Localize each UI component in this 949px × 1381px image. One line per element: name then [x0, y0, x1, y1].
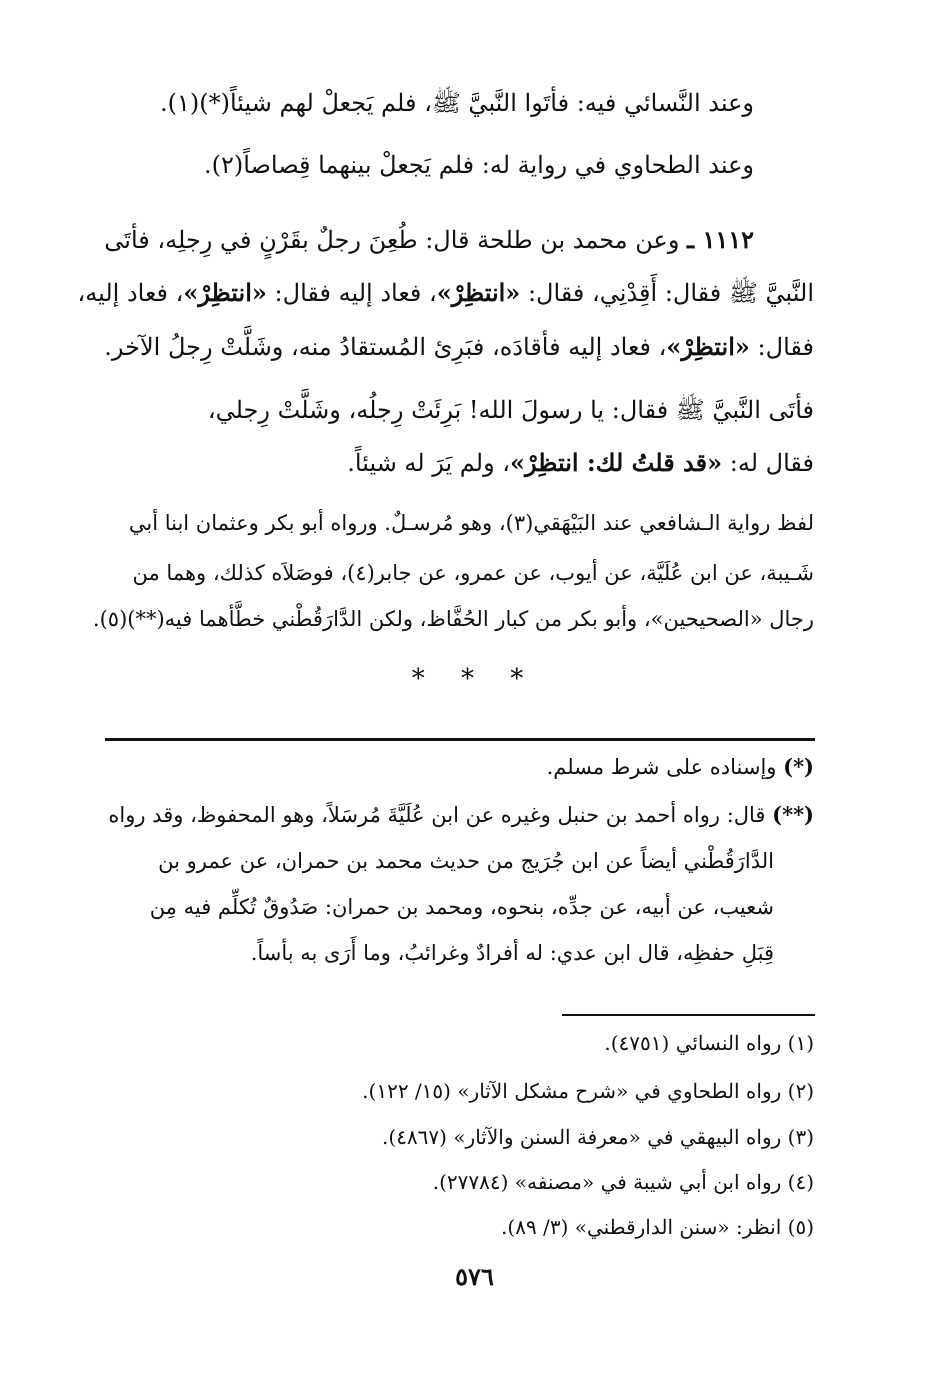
footnote-rule — [562, 1014, 815, 1016]
page-number: ٥٧٦ — [455, 1262, 494, 1291]
note-line-3: رجال «الصحيحين»، وأبو بكر من كبار الحُفَّاظ، ولكن الدَّارَقُطْني خطَّأهما فيه(**)(٥). — [92, 607, 814, 631]
section-separator: * * * — [411, 664, 538, 694]
hadith-1112-line-1 — [104, 225, 754, 255]
comment-2-line-2: الدَّارَقُطْني أيضاً عن ابن جُرَيج من حديث محمد بن حمران، عن عمرو بن — [158, 849, 774, 873]
footnote-5: (٥) انظر: «سنن الدارقطني» (٣/ ٨٩). — [501, 1215, 814, 1239]
footnote-1: (١) رواه النسائي (٤٧٥١). — [604, 1031, 814, 1055]
comment-1: (*) وإسناده على شرط مسلم. — [546, 754, 814, 779]
comment-2-line-4: قِبَلِ حفظِه، قال ابن عدي: له أفرادٌ وغرائبُ، وما أَرَى به بأساً. — [250, 941, 774, 965]
main-line-2: وعند الطحاوي في رواية له: فلم يَجعلْ بينهما قِصاصاً(٢). — [203, 151, 754, 179]
comment-2-line-1: (**) قال: رواه أحمد بن حنبل وغيره عن ابن عُلَيَّةَ مُرسَلاً، وهو المحفوظ، وقد رواه — [108, 802, 814, 827]
footnote-3: (٣) رواه البيهقي في «معرفة السنن والآثار» (٤٨٦٧). — [382, 1125, 814, 1149]
comment-2-line-3: شعيب، عن أبيه، عن جدِّه، بنحوه، ومحمد بن حمران: صَدُوقٌ تُكلِّم فيه مِن — [149, 895, 774, 919]
hadith-1112-line-2: النَّبيَّ ﷺ فقال: أَقِدْنِي، فقال: «انتظِرْ»، فعاد إليه فقال: «انتظِرْ»، فعاد إليه، — [77, 278, 814, 307]
commentary-rule — [105, 738, 815, 741]
note-line-2: شَـيبة، عن ابن عُلَيَّة، عن أيوب، عن عمرو، عن جابر(٤)، فوصَلاَه كذلك، وهما من — [132, 561, 814, 585]
footnote-4: (٤) رواه ابن أبي شيبة في «مصنفه» (٢٧٧٨٤). — [432, 1170, 814, 1194]
hadith-1112-line-5: فقال له: «قد قلتُ لك: انتظِرْ»، ولم يَرَ له شيئاً. — [347, 448, 814, 477]
hadith-1112-line-3: فقال: «انتظِرْ»، فعاد إليه فأقادَه، فبَرِئ المُستقادُ منه، وشَلَّتْ رِجلُ الآخر. — [104, 332, 814, 361]
hadith-number: ١١١٢ ـ — [687, 225, 754, 254]
note-line-1: لفظ رواية الـشافعي عند البَيْهَقي(٣)، وهو مُرسـلٌ. ورواه أبو بكر وعثمان ابنا أبي — [128, 511, 814, 535]
main-line-1: وعند النَّسائي فيه: فأتَوا النَّبيَّ ﷺ، فلم يَجعلْ لهم شيئاً(*)(١). — [160, 89, 754, 117]
hadith-1112-line-4: فأتَى النَّبيَّ ﷺ فقال: يا رسولَ الله! بَرِئَتْ رِجلُه، وشَلَّتْ رِجلي، — [207, 396, 814, 424]
hadith-text: وعن محمد بن طلحة قال: طُعِنَ رجلٌ بقَرْنٍ في رِجلِه، فأتَى — [104, 226, 680, 254]
footnote-2: (٢) رواه الطحاوي في «شرح مشكل الآثار» (١٥/ ١٢٢). — [362, 1079, 814, 1103]
